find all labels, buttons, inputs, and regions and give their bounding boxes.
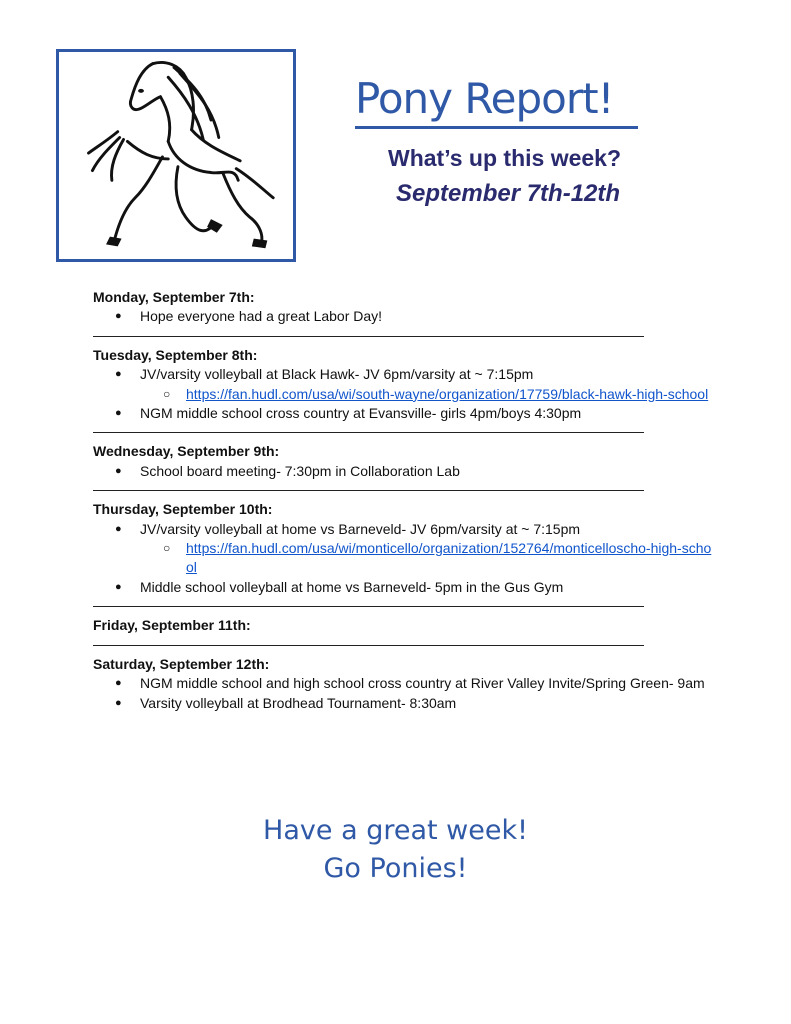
sub-list [140, 385, 713, 404]
divider [93, 606, 644, 607]
sub-list-item [140, 539, 713, 578]
day-heading-wednesday: Wednesday, September 9th: [93, 443, 280, 460]
divider [93, 490, 644, 491]
list-item: ● Middle school volleyball at home vs Barneveld- 5pm in the Gus Gym [93, 578, 713, 597]
schedule [93, 288, 713, 713]
list-item: ● Hope everyone had a great Labor Day! [93, 307, 713, 326]
day-items-saturday [93, 674, 713, 713]
page-title: Pony Report! [355, 74, 614, 123]
list-item: ● NGM middle school and high school cross country at River Valley Invite/Spring Green- 9am [93, 674, 713, 693]
day-heading-saturday: Saturday, September 12th: [93, 655, 270, 672]
horse-mascot-icon [59, 52, 293, 259]
closing-message [0, 812, 791, 888]
date-range: September 7th-12th [396, 180, 621, 207]
day-items-wednesday [93, 462, 713, 481]
title-underline [355, 126, 638, 129]
day-items-monday [93, 307, 713, 326]
day-heading-monday: Monday, September 7th: [93, 289, 255, 305]
list-item: ● NGM middle school cross country at Evansville- girls 4pm/boys 4:30pm [93, 404, 713, 423]
list-item: ● Varsity volleyball at Brodhead Tournament- 8:30am [93, 694, 713, 713]
list-item [93, 365, 713, 404]
divider [93, 432, 644, 433]
divider [93, 645, 644, 646]
day-heading-thursday: Thursday, September 10th: [93, 501, 273, 518]
day-items-tuesday [93, 365, 713, 423]
day-heading-tuesday: Tuesday, September 8th: [93, 346, 258, 363]
list-item-text: JV/varsity volleyball at home vs Barneveld- JV 6pm/varsity at ~ 7:15pm [140, 520, 581, 537]
list-item: ● School board meeting- 7:30pm in Collaboration Lab [93, 462, 713, 481]
closing-line-1: Have a great week! [263, 815, 528, 846]
list-item-text: JV/varsity volleyball at Black Hawk- JV 6pm/varsity at ~ 7:15pm [140, 366, 534, 383]
day-heading-friday: Friday, September 11th: [93, 617, 251, 634]
logo-frame [56, 49, 296, 262]
divider [93, 336, 644, 337]
hudl-link-monticello[interactable]: https://fan.hudl.com/usa/wi/monticello/organization/152764/monticelloscho-high-school [186, 540, 712, 576]
sub-list [140, 539, 713, 578]
page-subtitle: What’s up this week? [388, 145, 622, 171]
list-item [93, 520, 713, 578]
sub-list-item [140, 385, 713, 404]
day-items-thursday [93, 520, 713, 598]
hudl-link-black-hawk[interactable]: https://fan.hudl.com/usa/wi/south-wayne/organization/17759/black-hawk-high-school [186, 385, 709, 402]
closing-line-2: Go Ponies! [323, 853, 468, 884]
